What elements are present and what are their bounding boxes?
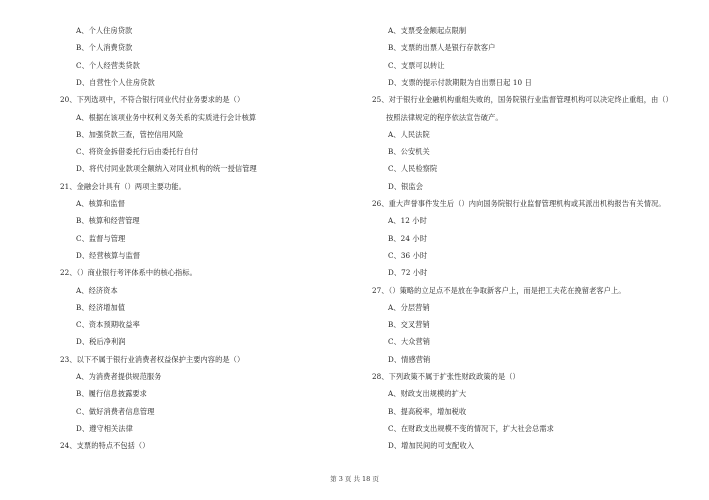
option-line: C、人民检察院	[388, 164, 438, 174]
option-line: D、将代付同业款项全额纳入对同业机构的统一授信管理	[76, 164, 257, 174]
page-footer: 第 3 页 共 18 页	[330, 475, 379, 483]
option-line: C、监督与管理	[76, 233, 126, 243]
option-line: C、在财政支出规模不变的情况下，扩大社会总需求	[388, 423, 554, 433]
option-line: A、个人住房贷款	[76, 26, 133, 35]
option-line: C、大众营销	[388, 337, 431, 347]
question-stem: 25、对于银行业金融机构重组失败的，国务院银行业监督管理机构可以决定终止重组，由（）	[372, 95, 673, 105]
question-stem: 26、重大声誉事件发生后（）内向国务院银行业监督管理机构或其派出机构报告有关情况。	[372, 199, 666, 208]
question-stem: 28、下列政策不属于扩张性财政政策的是（）	[372, 372, 520, 381]
option-line: A、12 小时	[388, 216, 427, 226]
option-line: B、个人消费贷款	[76, 43, 133, 53]
question-stem: 27、（）策略的立足点不是放在争取新客户上，而是把工夫花在挽留老客户上。	[372, 285, 626, 295]
option-line: D、遵守相关法律	[76, 423, 133, 433]
option-line: A、经济资本	[76, 285, 118, 295]
option-line: B、加强贷款三查，管控信用风险	[76, 129, 184, 139]
option-line: A、核算和监督	[76, 199, 126, 208]
option-line: C、做好消费者信息管理	[76, 406, 155, 416]
option-line: C、36 小时	[388, 250, 428, 260]
question-stem: 21、金融会计具有（）两项主要功能。	[60, 181, 186, 191]
option-line: A、分层营销	[388, 302, 430, 312]
option-line: A、支票受金额起点限制	[388, 26, 467, 35]
option-line: B、核算和经营管理	[76, 216, 140, 226]
option-line: A、人民法院	[388, 129, 430, 139]
option-line: D、支票的提示付款期限为自出票日起 10 日	[388, 77, 532, 87]
option-line: C、个人经营类贷款	[76, 60, 140, 70]
option-line: B、24 小时	[388, 233, 427, 243]
option-line: B、公安机关	[388, 147, 430, 157]
question-stem: 24、支票的特点不包括（）	[60, 441, 150, 451]
option-line: B、交叉营销	[388, 320, 430, 330]
option-line: A、财政支出规模的扩大	[388, 389, 467, 399]
option-line: D、税后净利润	[76, 337, 126, 347]
option-line: D、情感营销	[388, 354, 431, 364]
option-line: A、根据在该项业务中权利义务关系的实质进行会计核算	[76, 112, 257, 122]
question-stem: 22、（）商业银行考评体系中的核心指标。	[60, 268, 197, 278]
option-line: A、为消费者提供规范服务	[76, 372, 162, 381]
option-line: B、支票的出票人是银行存款客户	[388, 43, 496, 53]
option-line: D、自营性个人住房贷款	[76, 77, 155, 87]
question-stem: 20、下列选项中，不符合银行同业代付业务要求的是（）	[60, 95, 245, 105]
option-line: D、经营核算与监督	[76, 250, 141, 260]
option-line: C、支票可以转让	[388, 60, 445, 70]
option-line: C、将资金拆借委托行后由委托行自付	[76, 147, 199, 157]
option-line: B、履行信息披露要求	[76, 389, 147, 399]
question-stem: 23、以下不属于银行业消费者权益保护主要内容的是（）	[60, 354, 245, 364]
option-line: D、增加民间的可支配收入	[388, 441, 475, 451]
option-line: D、72 小时	[388, 268, 428, 278]
option-line: D、银监会	[388, 181, 424, 191]
option-line: B、经济增加值	[76, 302, 126, 312]
option-line: B、提高税率，增加税收	[388, 406, 467, 416]
question-stem-continued: 按照法律规定的程序依法宣告破产。	[386, 112, 503, 122]
option-line: C、资本预期收益率	[76, 320, 140, 330]
